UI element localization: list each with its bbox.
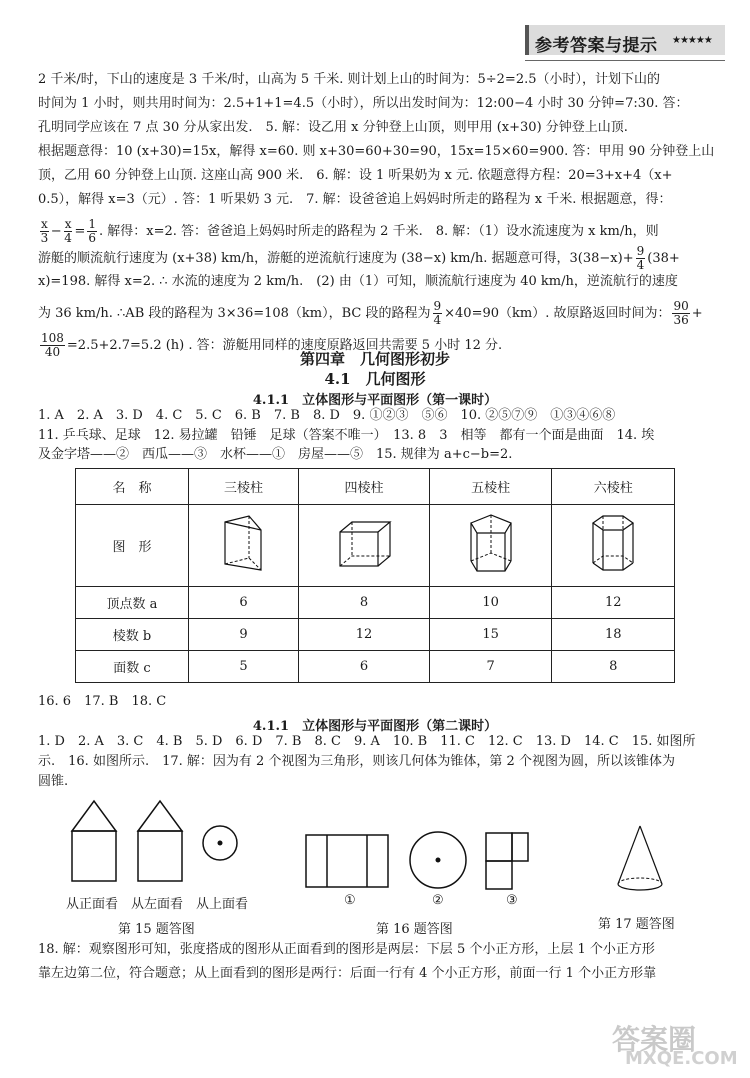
header-rule [525, 60, 725, 61]
fraction: $\frac{9}{4}$ [636, 244, 645, 272]
text-line: 0.5），解得 x=3（元）. 答：1 听果奶 3 元. 7. 解：设爸爸追上妈妈时所走的路程为 x 千米. 根据题意，得： [38, 192, 672, 207]
answer-line: 靠左边第二位，符合题意；从上面看到的图形是两行：后面一行有 4 个小正方形，前面一行 1 个小正方形靠 [38, 966, 657, 981]
pentagonal-prism-figure [429, 505, 552, 587]
text-line: x)=198. 解得 x=2. ∴ 水流的速度为 2 km/h. (2) 由（1）可知，顺流航行速度为 40 km/h，逆流航行的速度 [38, 274, 678, 289]
answer-line: 及金字塔——② 西瓜——③ 水杯——① 房屋——⑤ 15. 规律为 a+c−b=2. [38, 447, 513, 462]
figure-17-caption: 第 17 题答图 [598, 917, 675, 932]
row-label: 图 形 [76, 505, 189, 587]
answer-line: 11. 乒乓球、足球 12. 易拉罐 铅锤 足球（答案不唯一） 13. 8 3 相等 都有一个面是曲面 14. 埃 [38, 428, 655, 443]
text-line: 游艇的顺流航行速度为 (x+38) km/h，游艇的逆流航行速度为 (38−x) km/h. 据题意可得，3(38−x)+ $\frac{9}{4}$ (38+ [38, 244, 680, 272]
row-label: 顶点数 a [76, 587, 189, 619]
figure-16-label: ③ [506, 893, 518, 908]
text-line: $\frac{108}{40}$ =2.5+2.7=5.2 (h) . 答：游艇用同样的速度原路返回共需要 5 小时 12 分. [41, 331, 503, 359]
figure-15-views [60, 795, 260, 885]
table-header: 名 称 [76, 469, 189, 505]
figure-17-cone [600, 820, 680, 900]
figure-16-views [300, 825, 530, 895]
text-line: 根据题意得：10 (x+30)=15x，解得 x=60. 则 x+30=60+30=90，15x=15×60=900. 答：甲用 90 分钟登上山 [38, 144, 715, 159]
chapter-title: 第四章 几何图形初步 [299, 350, 450, 368]
table-cell: 6 [189, 587, 299, 619]
answer-line: 16. 6 17. B 18. C [38, 694, 167, 709]
header-stars: ★★★★★ [672, 35, 712, 46]
table-cell: 6 [299, 651, 430, 683]
header-title: 参考答案与提示 [535, 36, 658, 56]
table-row [76, 619, 675, 651]
answer-line: 1. D 2. A 3. C 4. B 5. D 6. D 7. B 8. C 9. A 10. B 11. C 12. C 13. D 14. C 15. 如图所 [38, 734, 696, 749]
figure-15-view-labels: 从正面看 从左面看 从上面看 [66, 897, 249, 912]
table-cell: 7 [429, 651, 552, 683]
fraction: $\frac{x}{4}$ [64, 217, 72, 245]
fraction: $\frac{108}{40}$ [41, 331, 64, 359]
text-line: 时间为 1 小时，则共用时间为：2.5+1+1=4.5（小时），所以出发时间为：12:00−4 小时 30 分钟=7:30. 答： [38, 96, 689, 111]
table-cell: 5 [189, 651, 299, 683]
figure-16-label: ① [344, 893, 356, 908]
equation-line: $\frac{x}{3}$ − $\frac{x}{4}$ = $\frac{1}{6}$ . 解得：x=2. 答：爸爸追上妈妈时所走的路程为 2 千米. 8. 解：（1）设水流速度为 x km/h，则 [40, 217, 659, 245]
watermark-url: MXQE.COM [625, 1048, 738, 1069]
row-label: 面数 c [76, 651, 189, 683]
fraction: $\frac{1}{6}$ [88, 217, 97, 245]
table-cell: 18 [552, 619, 675, 651]
subsection-title: 4.1.1 立体图形与平面图形（第一课时） [252, 393, 498, 408]
hexagonal-prism-figure [552, 505, 675, 587]
table-cell: 12 [299, 619, 430, 651]
text-line: 2 千米/时，下山的速度是 3 千米/时，山高为 5 千米. 则计划上山的时间为：5÷2=2.5（小时），计划下山的 [38, 72, 661, 87]
text-line: 顶，乙用 60 分钟登上山顶. 这座山高 900 米. 6. 解：设 1 听果奶为 x 元. 依题意得方程：20=3+x+4（x+ [38, 168, 673, 183]
subsection-title: 4.1.1 立体图形与平面图形（第二课时） [252, 719, 498, 734]
table-cell: 9 [189, 619, 299, 651]
table-row [76, 651, 675, 683]
figure-15-caption: 第 15 题答图 [118, 922, 195, 937]
table-cell: 12 [552, 587, 675, 619]
fraction: $\frac{x}{3}$ [40, 217, 49, 245]
text-line: 孔明同学应该在 7 点 30 分从家出发. 5. 解：设乙用 x 分钟登上山顶，则甲用 (x+30) 分钟登上山顶. [38, 120, 628, 135]
table-header-row [76, 469, 675, 505]
quadrangular-prism-figure [299, 505, 430, 587]
table-header: 四棱柱 [299, 469, 430, 505]
table-header: 五棱柱 [429, 469, 552, 505]
answer-line: 18. 解：观察图形可知，张度搭成的图形从正面看到的图形是两层：下层 5 个小正方形，上层 1 个小正方形 [38, 942, 655, 957]
table-cell: 8 [552, 651, 675, 683]
text-line: 为 36 km/h. ∴AB 段的路程为 3×36=108（km），BC 段的路程为 $\frac{9}{4}$ ×40=90（km）. 故原路返回时间为： $\frac{90}{36}$ + [38, 299, 703, 327]
fraction: $\frac{9}{4}$ [433, 299, 442, 327]
table-cell: 10 [429, 587, 552, 619]
table-cell: 15 [429, 619, 552, 651]
row-label: 棱数 b [76, 619, 189, 651]
figure-16-caption: 第 16 题答图 [376, 922, 453, 937]
figure-16-label: ② [432, 893, 444, 908]
answer-line: 示. 16. 如图所示. 17. 解：因为有 2 个视图为三角形，则该几何体为锥体，第 2 个视图为圆，所以该锥体为 [38, 754, 675, 769]
table-header: 六棱柱 [552, 469, 675, 505]
table-row [76, 587, 675, 619]
answer-line: 圆锥. [38, 774, 69, 789]
table-cell: 8 [299, 587, 430, 619]
table-row-figures [76, 505, 675, 587]
section-title: 4.1 几何图形 [324, 370, 426, 388]
fraction: $\frac{90}{36}$ [673, 299, 689, 327]
table-header: 三棱柱 [189, 469, 299, 505]
watermark-logo: 答案圈 [612, 1023, 697, 1056]
prism-table [75, 468, 675, 683]
answer-line: 1. A 2. A 3. D 4. C 5. C 6. B 7. B 8. D 9. ①②③ ⑤⑥ 10. ②⑤⑦⑨ ①③④⑥⑧ [38, 408, 616, 423]
triangular-prism-figure [189, 505, 299, 587]
